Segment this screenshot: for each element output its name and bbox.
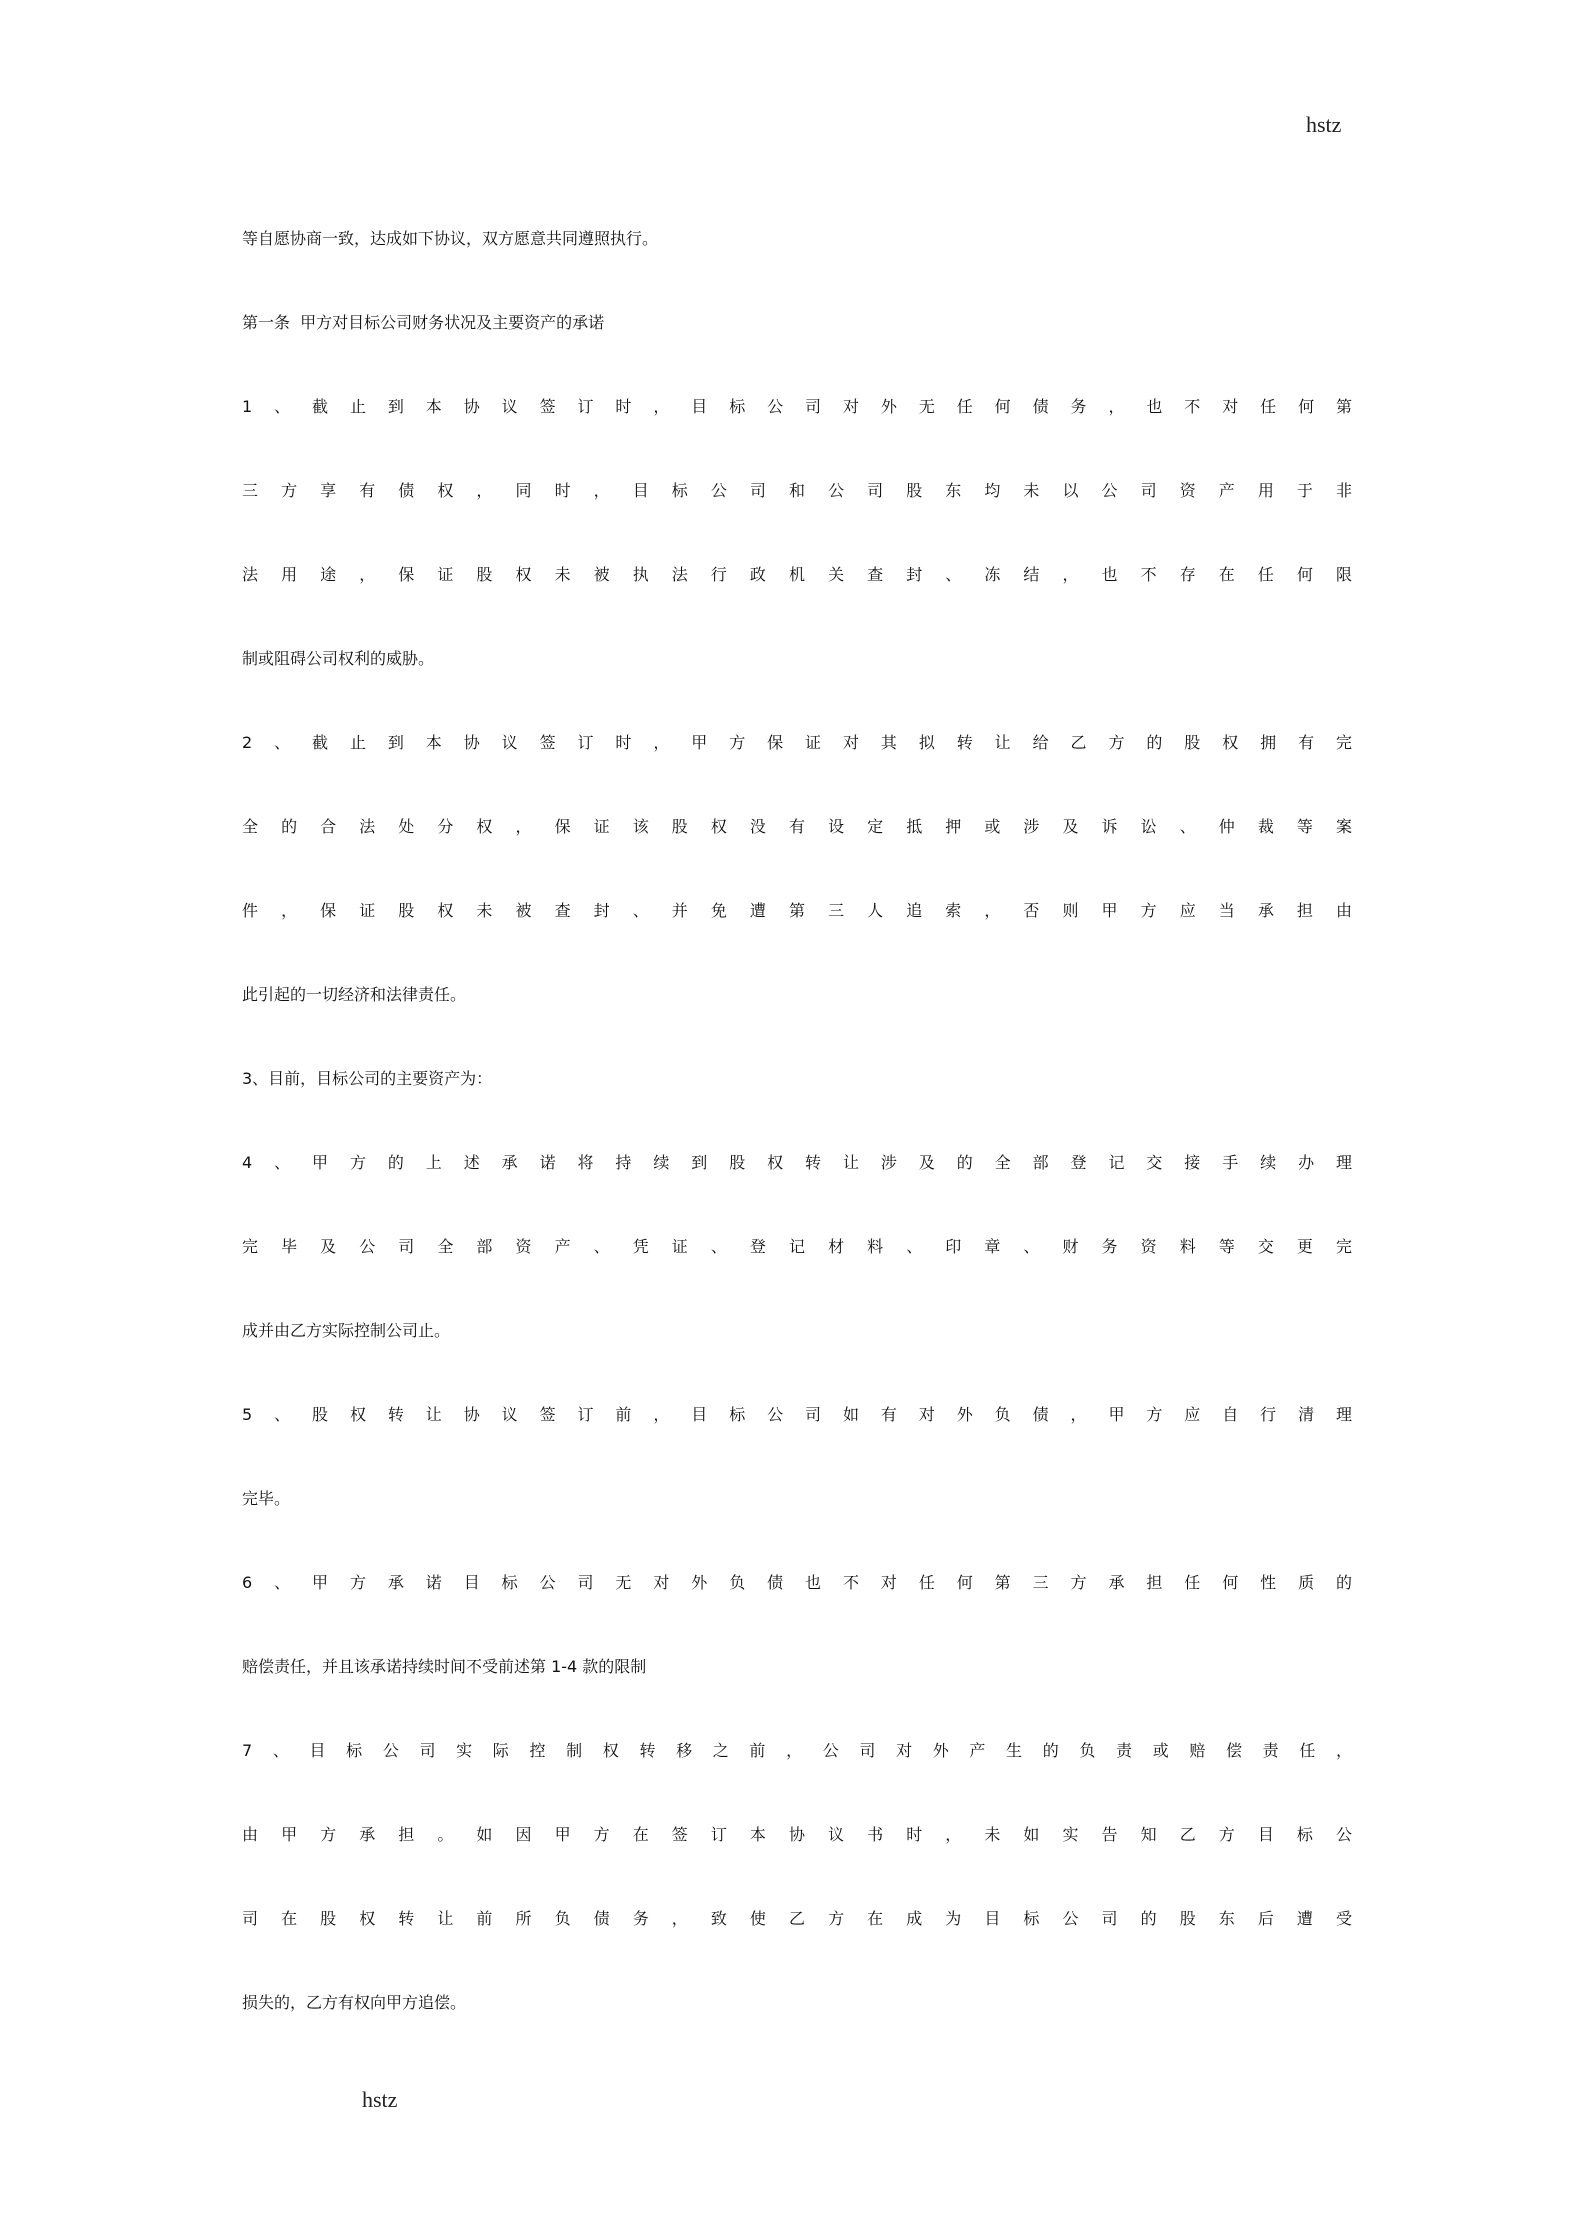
text-line: 由甲方承担。如因甲方在签订本协议书时，未如实告知乙方目标公	[242, 1825, 1352, 1844]
text-line: 件，保证股权未被查封、并免遭第三人追索，否则甲方应当承担由	[242, 901, 1352, 920]
text-line: 此引起的一切经济和法律责任。	[242, 985, 467, 1004]
text-line: 等自愿协商一致，达成如下协议，双方愿意共同遵照执行。	[242, 229, 659, 248]
text-line: 完毕及公司全部资产、凭证、登记材料、印章、财务资料等交更完	[242, 1237, 1352, 1256]
header-mark: hstz	[1306, 112, 1342, 137]
text-line: 损失的，乙方有权向甲方追偿。	[242, 1993, 467, 2012]
text-line: 制或阻碍公司权利的威胁。	[242, 649, 435, 668]
text-line: 三方享有债权，同时，目标公司和公司股东均未以公司资产用于非	[242, 481, 1352, 500]
footer-mark: hstz	[362, 2087, 398, 2112]
text-line: 完毕。	[242, 1489, 291, 1508]
text-line: 全的合法处分权，保证该股权没有设定抵押或涉及诉讼、仲裁等案	[242, 817, 1352, 836]
text-line: 2、截止到本协议签订时，甲方保证对其拟转让给乙方的股权拥有完	[242, 733, 1352, 752]
text-line: 3、目前，目标公司的主要资产为：	[242, 1069, 493, 1088]
text-line: 4、甲方的上述承诺将持续到股权转让涉及的全部登记交接手续办理	[242, 1153, 1352, 1172]
document-body	[242, 197, 1352, 2045]
text-line: 1、截止到本协议签订时，目标公司对外无任何债务，也不对任何第	[242, 397, 1352, 416]
text-line: 6、甲方承诺目标公司无对外负债也不对任何第三方承担任何性质的	[242, 1573, 1352, 1592]
text-line: 成并由乙方实际控制公司止。	[242, 1321, 451, 1340]
text-line: 法用途，保证股权未被执法行政机关查封、冻结，也不存在任何限	[242, 565, 1352, 584]
text-line: 赔偿责任，并且该承诺持续时间不受前述第 1-4 款的限制	[242, 1657, 647, 1676]
text-line: 司在股权转让前所负债务，致使乙方在成为目标公司的股东后遭受	[242, 1909, 1352, 1928]
text-line: 7、目标公司实际控制权转移之前，公司对外产生的负责或赔偿责任，	[242, 1741, 1352, 1760]
text-line: 5、股权转让协议签订前，目标公司如有对外负债，甲方应自行清理	[242, 1405, 1352, 1424]
section-heading: 第一条 甲方对目标公司财务状况及主要资产的承诺	[242, 313, 605, 332]
